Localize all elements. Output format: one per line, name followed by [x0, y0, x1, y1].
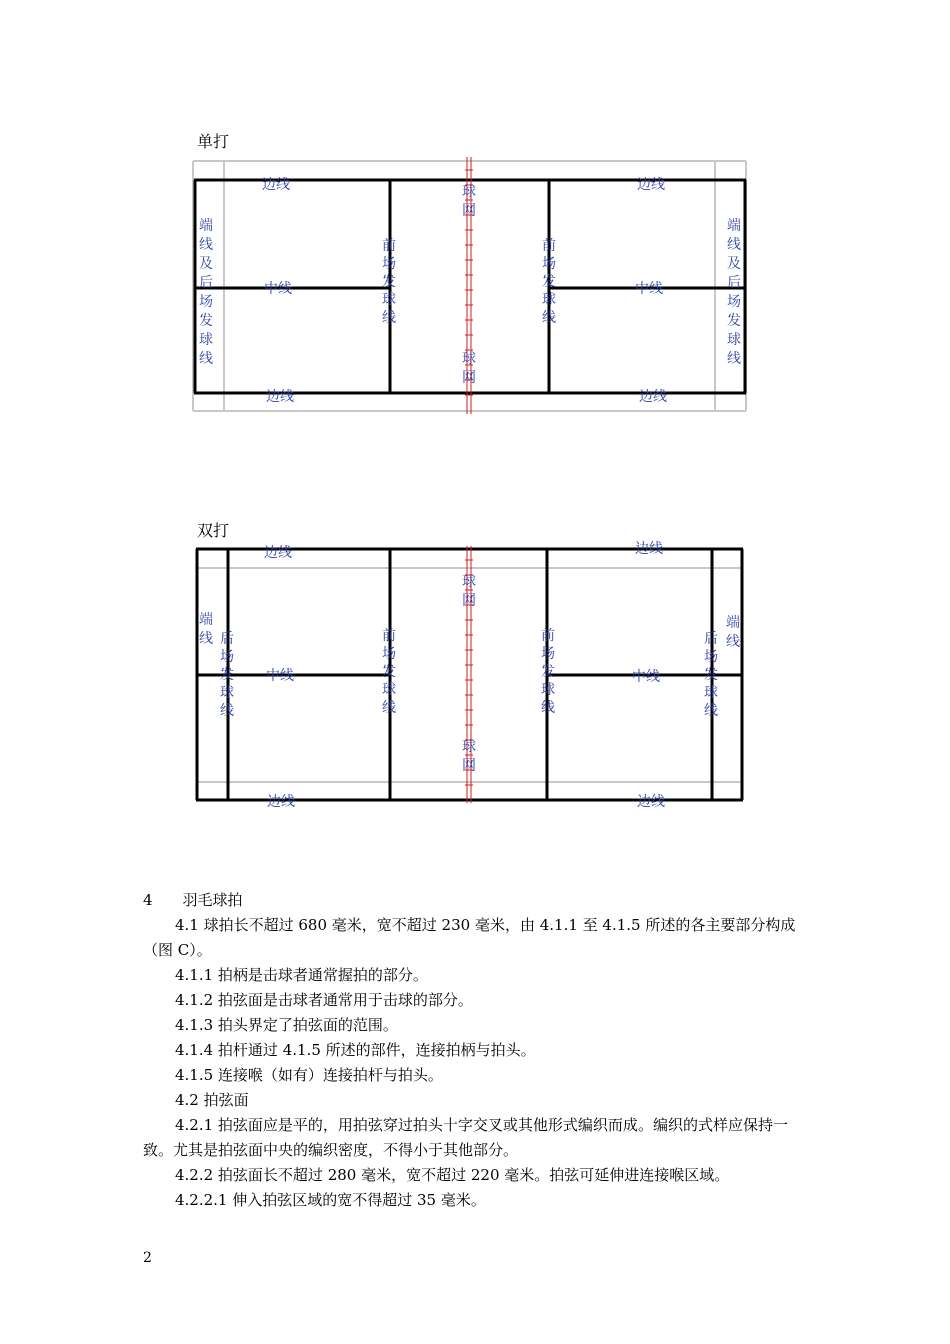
doubles-net-label: 球网	[462, 739, 476, 774]
doubles-end-line-label: 端线	[199, 612, 213, 647]
doubles-long-service-label: 后场发球线	[704, 631, 718, 719]
doubles-long-service-label: 后场发球线	[220, 631, 234, 719]
paragraph: 4.1.3 拍头界定了拍弦面的范围。	[175, 1016, 398, 1034]
doubles-title: 双打	[197, 521, 230, 540]
doubles-sideline-label: 边线	[635, 541, 663, 557]
paragraph: 4.2.2.1 伸入拍弦区域的宽不得超过 35 毫米。	[175, 1191, 486, 1209]
doubles-centerline-label: 中线	[266, 668, 294, 684]
paragraph: 4.1.5 连接喉（如有）连接拍杆与拍头。	[175, 1066, 443, 1084]
section-title: 羽毛球拍	[182, 891, 243, 909]
paragraph: 4.2 拍弦面	[175, 1091, 249, 1109]
paragraph: 4.1.4 拍杆通过 4.1.5 所述的部件，连接拍柄与拍头。	[175, 1041, 536, 1059]
page-number: 2	[143, 1250, 152, 1266]
paragraph: 4.2.1 拍弦面应是平的，用拍弦穿过拍头十字交叉或其他形式编织而成。编织的式样应保持一致。尤其是拍弦面中央的编织密度，不得小于其他部分。	[143, 1116, 788, 1159]
singles-sideline-label: 边线	[262, 177, 290, 193]
singles-end-line-label: 端线及后场发球线	[199, 218, 213, 367]
rules-text	[143, 888, 808, 1213]
singles-sideline-label: 边线	[637, 177, 665, 193]
doubles-sideline-label: 边线	[267, 794, 295, 810]
singles-end-line-label: 端线及后场发球线	[727, 218, 741, 367]
singles-court-diagram	[0, 150, 950, 420]
paragraph: 4.1 球拍长不超过 680 毫米，宽不超过 230 毫米，由 4.1.1 至 4.1.5 所述的各主要部分构成（图 C）。	[143, 916, 796, 959]
paragraph: 4.1.2 拍弦面是击球者通常用于击球的部分。	[175, 991, 473, 1009]
singles-sideline-label: 边线	[639, 389, 667, 405]
paragraph: 4.2.2 拍弦面长不超过 280 毫米，宽不超过 220 毫米。拍弦可延伸进连接喉区域。	[175, 1166, 730, 1184]
doubles-short-service-label: 前场发球线	[541, 628, 555, 716]
singles-short-service-label: 前场发球线	[542, 238, 556, 326]
section-heading	[143, 888, 808, 913]
singles-net-label: 球网	[462, 184, 476, 219]
doubles-sideline-label: 边线	[637, 794, 665, 810]
singles-centerline-label: 中线	[635, 281, 663, 297]
paragraph: 4.1.1 拍柄是击球者通常握拍的部分。	[175, 966, 428, 984]
doubles-centerline-label: 中线	[632, 669, 660, 685]
singles-net-label: 球网	[462, 351, 476, 386]
singles-title: 单打	[197, 132, 230, 151]
doubles-net-label: 球网	[462, 574, 476, 609]
singles-short-service-label: 前场发球线	[382, 238, 396, 326]
section-number: 4	[143, 891, 153, 909]
doubles-end-line-label: 端线	[726, 615, 740, 650]
doubles-court-diagram	[0, 540, 950, 810]
doubles-short-service-label: 前场发球线	[382, 628, 396, 716]
singles-centerline-label: 中线	[264, 281, 292, 297]
doubles-sideline-label: 边线	[264, 545, 292, 561]
singles-sideline-label: 边线	[266, 389, 294, 405]
